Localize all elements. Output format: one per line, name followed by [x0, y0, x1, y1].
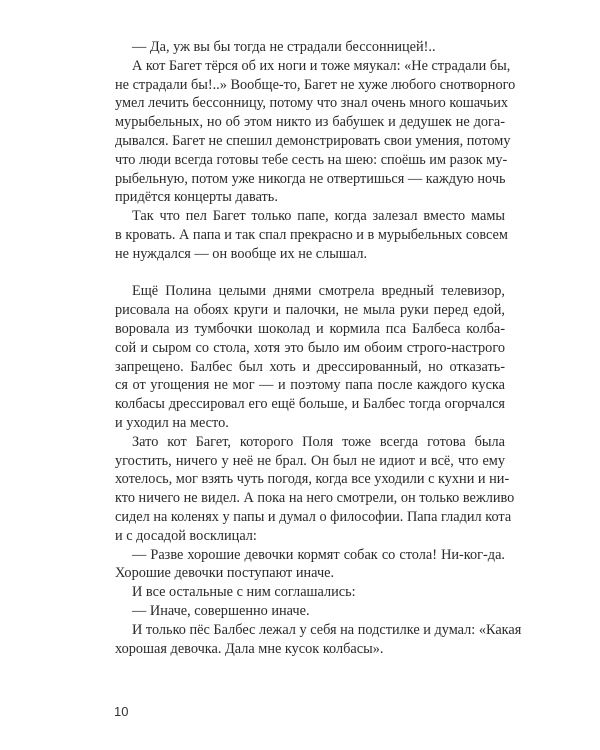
text-line: Зато кот Багет, которого Поля тоже всегда готова была	[132, 433, 505, 450]
text-line: — Да, уж вы бы тогда не страдали бессонницей!..	[132, 39, 436, 55]
text-line: в кровать. А папа и так спал прекрасно и в мурыбельных совсем	[115, 226, 508, 243]
text-line: умел лечить бессонницу, потому что знал очень много кошачьих	[115, 95, 509, 112]
text-line: ся от угощения не мог — и поэтому папа после каждого куска	[115, 377, 505, 394]
paragraph	[115, 546, 505, 584]
text-line: не нуждался — он вообще их не слышал.	[115, 245, 368, 262]
text-line: И только пёс Балбес лежал у себя на подстилке и думал: «Какая	[132, 621, 522, 638]
text-line: мурыбельных, но об этом никто из бабушек и дедушек не дога-	[115, 114, 505, 131]
paragraph	[115, 282, 505, 432]
text-line: — Иначе, совершенно иначе.	[132, 602, 310, 619]
text-section	[115, 38, 516, 264]
paragraph	[115, 621, 522, 659]
text-line: — Разве хорошие девочки кормят собак со стола! Ни-ког-да.	[132, 546, 505, 563]
paragraph	[115, 38, 505, 57]
text-line: дывался. Багет не спешил демонстрировать свои умения, потому	[115, 132, 511, 149]
paragraph	[115, 583, 505, 602]
text-line: и с досадой восклицал:	[115, 527, 257, 544]
text-line: и уходил на место.	[115, 414, 229, 431]
page-body-text	[115, 38, 522, 658]
text-line: Так что пел Багет только папе, когда залезал вместо мамы	[132, 208, 505, 225]
paragraph	[115, 207, 508, 263]
text-line: запрещено. Балбес был хоть и дрессированный, но отказать-	[115, 358, 505, 375]
text-line: хотелось, мог взять чуть погодя, когда все уходили с кухни и ни-	[115, 471, 510, 488]
text-line: что люди всегда готовы тебе сесть на шею: споёшь им разок му-	[115, 151, 508, 168]
text-line: рисовала на обоях круги и палочки, не мыла руки перед едой,	[115, 302, 505, 319]
text-line: сидел на коленях у папы и думал о философии. Папа гладил кота	[115, 508, 512, 525]
page-number: 10	[114, 704, 129, 719]
text-line: угостить, ничего у неё не брал. Он был не идиот и всё, что ему	[115, 452, 505, 469]
text-line: И все остальные с ним соглашались:	[132, 584, 356, 601]
text-line: воровала из тумбочки шоколад и кормила пса Балбеса колба-	[115, 320, 505, 337]
text-line: хорошая девочка. Дала мне кусок колбасы».	[115, 640, 384, 657]
paragraph	[115, 602, 505, 621]
section-break	[115, 264, 505, 283]
text-section	[115, 282, 522, 658]
paragraph	[115, 433, 515, 546]
text-line: колбасы дрессировал его ещё больше, и Балбес тогда огорчался	[115, 396, 505, 413]
text-line: Хорошие девочки поступают иначе.	[115, 565, 335, 582]
text-line: А кот Багет тёрся об их ноги и тоже мяукал: «Не страдали бы,	[132, 57, 511, 74]
text-line: не страдали бы!..» Вообще-то, Багет не хуже любого снотворного	[115, 76, 516, 93]
text-line: придётся концерты давать.	[115, 189, 278, 206]
text-line: рыбельную, потом уже никогда не отвертишься — каждую ночь	[115, 170, 506, 187]
text-line: Ещё Полина целыми днями смотрела вредный телевизор,	[132, 283, 505, 300]
text-line: сой и сыром со стола, хотя это было им обоим строго-настрого	[115, 339, 505, 356]
text-line: кто ничего не видел. А пока на него смотрели, он только вежливо	[115, 490, 515, 507]
paragraph	[115, 57, 516, 207]
